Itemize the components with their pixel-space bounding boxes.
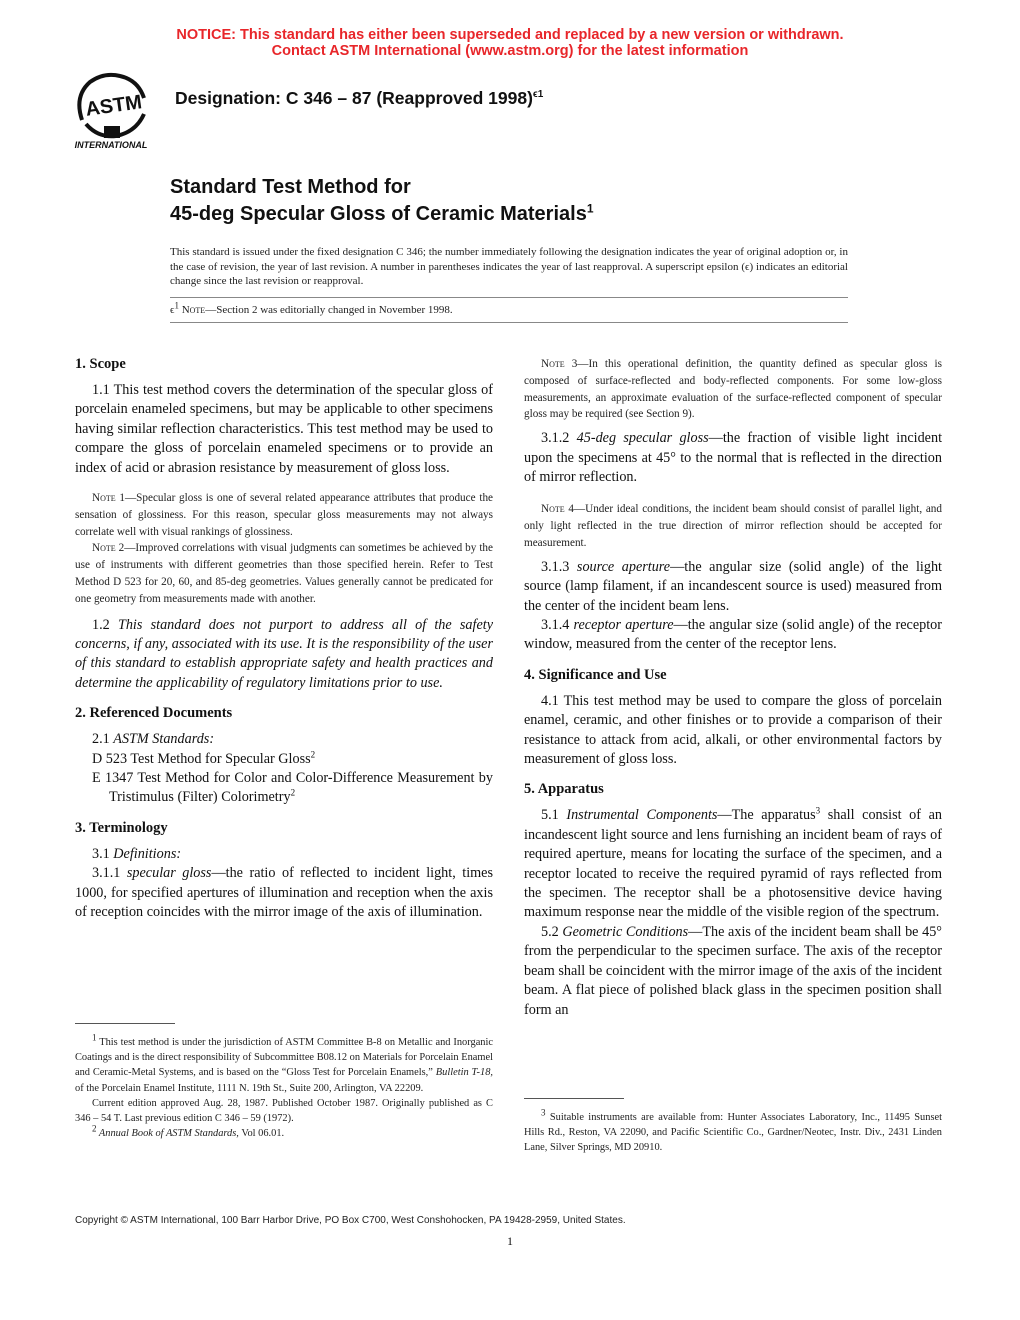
para-text: —the ratio of reflected to incident light, times 1000, for specified apertures of illumination and reception when the axis of reception coincides with the mirror image of the axis of illumination. bbox=[75, 865, 493, 921]
para-number: 3.1.3 bbox=[541, 558, 577, 575]
paragraph-1-2 bbox=[75, 616, 493, 694]
reference-text: D 523 Test Method for Specular Gloss bbox=[92, 750, 311, 767]
para-term: receptor aperture bbox=[573, 617, 674, 634]
paragraph-5-2 bbox=[524, 923, 942, 1020]
reference-e1347 bbox=[75, 769, 493, 808]
note-2 bbox=[75, 540, 493, 607]
note-label: Note bbox=[541, 503, 565, 516]
footnote-ref: 3 bbox=[815, 805, 821, 816]
para-number: 5.1 bbox=[541, 807, 567, 824]
para-text: shall consist of an incandescent light source and lens furnishing an incident beam of rays of required aperture, means for locating the surface of the specimen, and a receptor located to receive the required pyramid of rays reflected from the specimen. The receptor shall be a photosensitive device having maximum response near the middle of the visible region of the spectrum. bbox=[524, 807, 943, 921]
eps-note-text: —Section 2 was editorially changed in November 1998. bbox=[205, 304, 453, 316]
footnote-number: 3 bbox=[541, 1107, 546, 1118]
footnote-italic: Bulletin T-18, bbox=[435, 1067, 494, 1079]
para-term: Geometric Conditions bbox=[562, 923, 689, 940]
eps-sup: 1 bbox=[174, 300, 179, 311]
para-number: 3.1.1 bbox=[92, 865, 127, 882]
para-term: 45-deg specular gloss bbox=[576, 430, 709, 447]
footnotes-left bbox=[75, 1032, 494, 1141]
paragraph-2-1 bbox=[75, 730, 493, 749]
footnote-text: of the Porcelain Enamel Institute, 1111 N. 19th St., Suite 200, Arlington, VA 22209. bbox=[75, 1082, 424, 1094]
superseded-notice bbox=[0, 27, 1020, 59]
note-1 bbox=[75, 490, 493, 540]
page-number: 1 bbox=[507, 1234, 513, 1248]
right-column bbox=[524, 356, 942, 1020]
paragraph-3-1-2 bbox=[524, 429, 942, 487]
para-term: Instrumental Components bbox=[566, 807, 718, 824]
footnote-3 bbox=[524, 1107, 942, 1156]
para-number: 3.1 bbox=[92, 845, 114, 862]
para-term: ASTM Standards: bbox=[113, 731, 215, 748]
title-sup: 1 bbox=[586, 201, 594, 216]
paragraph-3-1-4 bbox=[524, 616, 942, 655]
reference-sup: 2 bbox=[290, 787, 296, 798]
logo-caption: INTERNATIONAL bbox=[74, 140, 148, 150]
note-label: Note bbox=[92, 492, 116, 505]
eps-note-label: Note bbox=[181, 304, 206, 316]
section-heading-apparatus: 5. Apparatus bbox=[524, 781, 604, 798]
paragraph-1-1: 1.1 This test method covers the determination of the specular gloss of porcelain enameled specimens, but may be applicable to other specimens having similar reflection characteristics. This test method may be used to compare the gloss of porcelain enameled specimens or to provide an index of acid or abrasion resistance by measurement of gloss loss. bbox=[75, 382, 493, 476]
note-text: 1—Specular gloss is one of several related appearance attributes that produce the sensation of glossiness. For this reason, specular gloss measurements may not always correlate well with visual rankings of glossiness. bbox=[75, 492, 493, 538]
section-heading-terminology: 3. Terminology bbox=[75, 819, 168, 836]
note-4 bbox=[524, 501, 942, 551]
paragraph-4-1: 4.1 This test method may be used to compare the gloss of porcelain enamel, ceramic, and other finishes or to provide a comparison of their resistance to attack from acid, alkali, or other environmental factors by measurement of gloss loss. bbox=[524, 692, 942, 768]
reference-text: E 1347 Test Method for Color and Color-Difference Measurement by Tristimulus (Filter) Colorimetry bbox=[92, 770, 493, 806]
para-term: Definitions: bbox=[113, 845, 182, 862]
paragraph-5-1 bbox=[524, 806, 942, 922]
safety-statement: This standard does not purport to address all of the safety concerns, if any, associated with its use. It is the responsibility of the user of this standard to establish appropriate safety and health practices and determine the applicability of regulatory limitations prior to use. bbox=[75, 616, 493, 691]
para-number: 1.2 bbox=[92, 616, 118, 633]
notice-line-2: Contact ASTM International (www.astm.org) for the latest information bbox=[271, 43, 749, 59]
reference-sup: 2 bbox=[310, 748, 316, 759]
footnote-2 bbox=[75, 1123, 493, 1141]
note-3 bbox=[524, 356, 942, 423]
paragraph-3-1 bbox=[75, 845, 493, 864]
reference-d523 bbox=[75, 750, 493, 769]
footnote-divider bbox=[524, 1098, 624, 1099]
note-label: Note bbox=[92, 542, 116, 555]
note-label: Note bbox=[541, 358, 565, 370]
footnote-text: Suitable instruments are available from: Hunter Associates Laboratory, Inc., 11495 Sunset Hills Rd., Reston, VA 22090, and Pacific Scientific Co., Gardner/Neotec, Instr. Div., 2431 Linden Lane, Silver Springs, MD 20910. bbox=[524, 1112, 942, 1154]
footnote-italic: Annual Book of ASTM Standards, bbox=[96, 1128, 239, 1140]
designation-sup: ϵ1 bbox=[532, 89, 544, 101]
copyright: Copyright © ASTM International, 100 Barr Harbor Drive, PO Box C700, West Conshohocken, PA 19428-2959, United States. bbox=[75, 1215, 626, 1226]
footnote-number: 2 bbox=[92, 1123, 97, 1134]
footnotes-right bbox=[524, 1107, 942, 1156]
notice-line-1: NOTICE: This standard has either been superseded and replaced by a new version or withdrawn. bbox=[176, 27, 844, 43]
designation-text: Designation: C 346 – 87 (Reapproved 1998) bbox=[175, 88, 533, 108]
logo-letters: ASTM bbox=[84, 91, 144, 121]
document-title bbox=[170, 174, 594, 228]
editorial-note bbox=[170, 300, 453, 316]
para-text: —the angular size (solid angle) of the light source (lamp filament, if an incandescent source is used) measured from the center of the incident beam lens. bbox=[524, 558, 942, 614]
note-text: 4—Under ideal conditions, the incident beam should consist of parallel light, and only light reflected in the true direction of mirror reflection should be accepted for measurement. bbox=[524, 503, 942, 549]
footnote-1 bbox=[75, 1032, 494, 1096]
footnote-text: This test method is under the jurisdiction of ASTM Committee B-8 on Metallic and Inorganic Coatings and is the direct responsibility of Subcommittee B08.12 on Materials for Porcelain Enamel and Ceramic-Metal Systems, and is based on the “Gloss Test for Porcelain Enamels,” bbox=[75, 1037, 493, 1079]
eps-mark: ϵ bbox=[170, 304, 175, 316]
para-number: 5.2 bbox=[541, 923, 563, 940]
para-number: 2.1 bbox=[92, 731, 114, 748]
astm-logo-mark bbox=[79, 75, 144, 138]
designation bbox=[175, 88, 543, 109]
para-number: 3.1.2 bbox=[541, 430, 577, 447]
para-term: specular gloss bbox=[126, 865, 212, 882]
footnote-1-edition: Current edition approved Aug. 28, 1987. Published October 1987. Originally published as C 346 – 54 T. Last previous edition C 346 – 59 (1972). bbox=[75, 1097, 493, 1125]
astm-logo bbox=[64, 68, 164, 154]
divider bbox=[170, 322, 848, 323]
para-text: —the angular size (solid angle) of the receptor window, measured from the center of the receptor lens. bbox=[524, 617, 942, 653]
title-line-2: 45-deg Specular Gloss of Ceramic Materials bbox=[170, 203, 587, 225]
para-text: —the fraction of visible light incident upon the specimens at 45° to the normal that is reflected in the direction of mirror reflection. bbox=[524, 430, 943, 485]
issuance-statement: This standard is issued under the fixed designation C 346; the number immediately following the designation indicates the year of original adoption or, in the case of revision, the year of last revision. A number in parentheses indicates the year of last reapproval. A superscript epsilon (ϵ) indicates an editorial change since the last revision or reapproval. bbox=[170, 246, 848, 288]
para-text: —The axis of the incident beam shall be 45° from the perpendicular to the specimen surface. The axis of the receptor beam shall be coincident with the mirror image of the axis of the incident beam. A flat piece of polished black glass in the specimen position shall form an bbox=[524, 923, 942, 1018]
note-text: 2—Improved correlations with visual judgments can sometimes be achieved by the use of instruments with different geometries than those specified herein. Refer to Test Method D 523 for 20, 60, and 85-deg geometries. Values generally cannot be predicated for one geometry from measurements made with another. bbox=[75, 542, 493, 605]
footnote-text: Vol 06.01. bbox=[238, 1128, 285, 1140]
divider bbox=[170, 297, 848, 298]
section-heading-scope: 1. Scope bbox=[75, 356, 126, 372]
para-term: source aperture bbox=[576, 558, 671, 575]
section-heading-referenced-documents: 2. Referenced Documents bbox=[75, 705, 233, 722]
title-line-1: Standard Test Method for bbox=[170, 176, 411, 198]
para-text: —The apparatus bbox=[717, 807, 816, 824]
note-text: 3—In this operational definition, the quantity defined as specular gloss is composed of surface-reflected and body-reflected components. For some low-gloss measurements, an approximate evaluation of the surface-reflected component of specular gloss may be required (see Section 9). bbox=[524, 358, 942, 421]
paragraph-3-1-1 bbox=[75, 864, 493, 922]
footnote-divider bbox=[75, 1023, 175, 1024]
paragraph-3-1-3 bbox=[524, 558, 942, 616]
footnote-number: 1 bbox=[92, 1032, 97, 1043]
left-column bbox=[75, 356, 493, 922]
para-number: 3.1.4 bbox=[541, 617, 574, 634]
section-heading-significance: 4. Significance and Use bbox=[524, 666, 667, 683]
